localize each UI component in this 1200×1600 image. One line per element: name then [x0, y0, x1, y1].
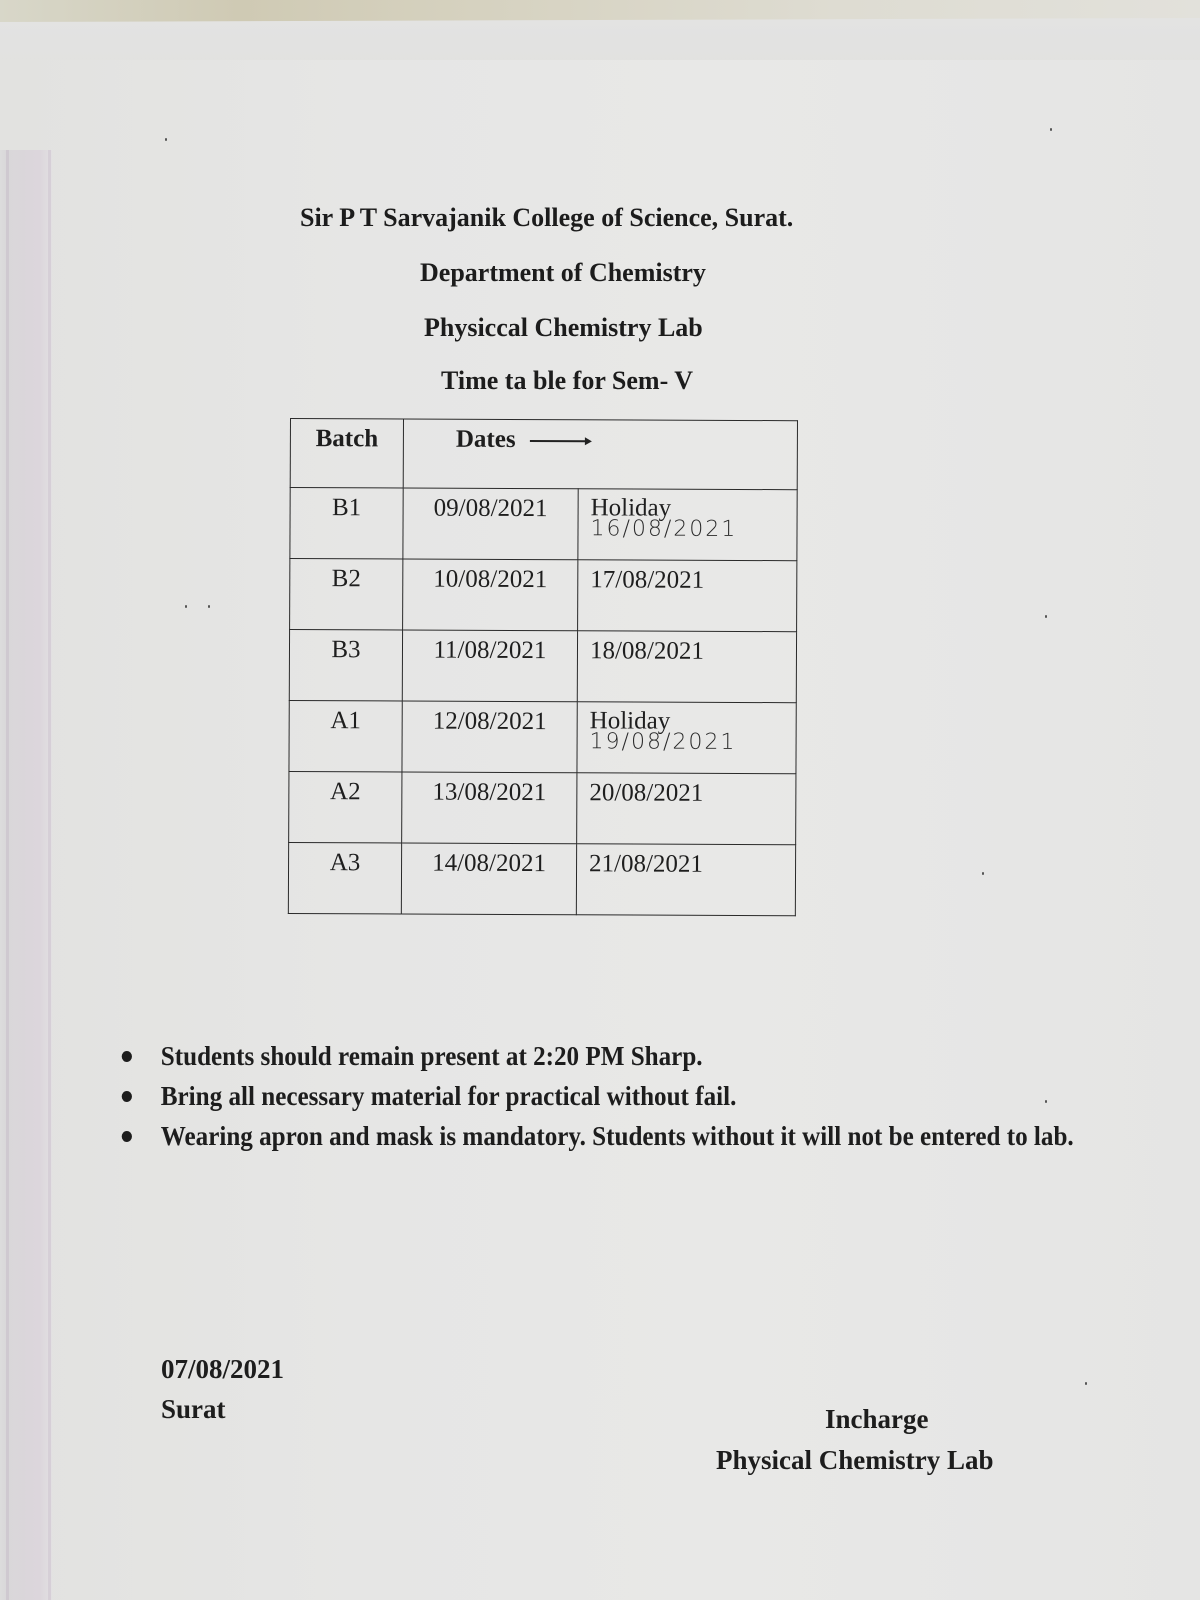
- instruction-item: [118, 1036, 1137, 1076]
- date2-cell: 18/08/2021: [577, 631, 796, 703]
- paper-speck: [1050, 128, 1052, 131]
- instruction-text: Bring all necessary material for practical without fail.: [160, 1081, 737, 1111]
- date1-cell: 14/08/2021: [401, 843, 576, 915]
- date1-cell: 11/08/2021: [402, 630, 577, 702]
- holiday-label: Holiday: [589, 707, 671, 735]
- batch-cell: B1: [290, 488, 403, 559]
- paper-speck: [185, 605, 187, 608]
- date2-cell: [577, 702, 796, 774]
- handwritten-date: 16/08/2021: [590, 516, 738, 542]
- date1-cell: 10/08/2021: [403, 559, 578, 631]
- paper-edge-line: [48, 150, 51, 1600]
- table-header-row: [290, 419, 797, 490]
- column-header-dates: [403, 419, 797, 490]
- paper-speck: [165, 138, 167, 141]
- column-header-batch: Batch: [290, 419, 403, 488]
- dates-label: Dates: [455, 425, 516, 453]
- batch-cell: A1: [289, 700, 402, 771]
- date1-cell: 13/08/2021: [402, 772, 577, 844]
- date2-cell: [578, 489, 797, 561]
- issue-date: 07/08/2021: [161, 1354, 285, 1384]
- batch-cell: B3: [289, 630, 402, 701]
- paper-speck: [1045, 615, 1047, 618]
- instruction-text: Wearing apron and mask is mandatory. Students without it will not be entered to lab.: [160, 1121, 1074, 1151]
- signatory-lab: Physical Chemistry Lab: [716, 1445, 994, 1475]
- instructions-list: [118, 1036, 1098, 1156]
- instruction-item: [118, 1076, 1137, 1116]
- signatory-title: Incharge: [825, 1404, 929, 1434]
- date1-cell: 09/08/2021: [403, 488, 578, 560]
- institution-name: Sir P T Sarvajanik College of Science, Surat.: [300, 203, 794, 232]
- table-row: [290, 488, 797, 561]
- table-row: [290, 559, 797, 632]
- paper-speck: [982, 872, 984, 875]
- page-title: Time ta ble for Sem- V: [441, 366, 694, 395]
- batch-cell: A3: [288, 842, 401, 913]
- instruction-text: Students should remain present at 2:20 PM Sharp.: [160, 1041, 703, 1071]
- bullet-icon: [122, 1051, 132, 1062]
- table-row: [288, 842, 795, 915]
- issue-place: Surat: [161, 1394, 226, 1424]
- bullet-icon: [122, 1091, 132, 1102]
- date2-cell: 21/08/2021: [576, 844, 795, 916]
- paper-speck: [208, 605, 210, 608]
- handwritten-date: 19/08/2021: [589, 729, 737, 755]
- table-row: [289, 700, 796, 773]
- date2-cell: 17/08/2021: [578, 560, 797, 632]
- paper-edge-line: [6, 150, 9, 1600]
- arrow-right-icon: [530, 440, 586, 442]
- instruction-item: [118, 1116, 1137, 1156]
- department-name: Department of Chemistry: [420, 258, 706, 287]
- timetable: [288, 418, 798, 916]
- date1-cell: 12/08/2021: [402, 701, 577, 773]
- batch-cell: A2: [289, 771, 402, 842]
- date2-cell: 20/08/2021: [577, 773, 796, 845]
- lab-name: Physiccal Chemistry Lab: [424, 313, 703, 342]
- paper-speck: [1085, 1382, 1087, 1385]
- table-row: [289, 630, 796, 703]
- batch-cell: B2: [290, 559, 403, 630]
- holiday-label: Holiday: [590, 494, 672, 522]
- bullet-icon: [122, 1131, 132, 1142]
- table-row: [289, 771, 796, 844]
